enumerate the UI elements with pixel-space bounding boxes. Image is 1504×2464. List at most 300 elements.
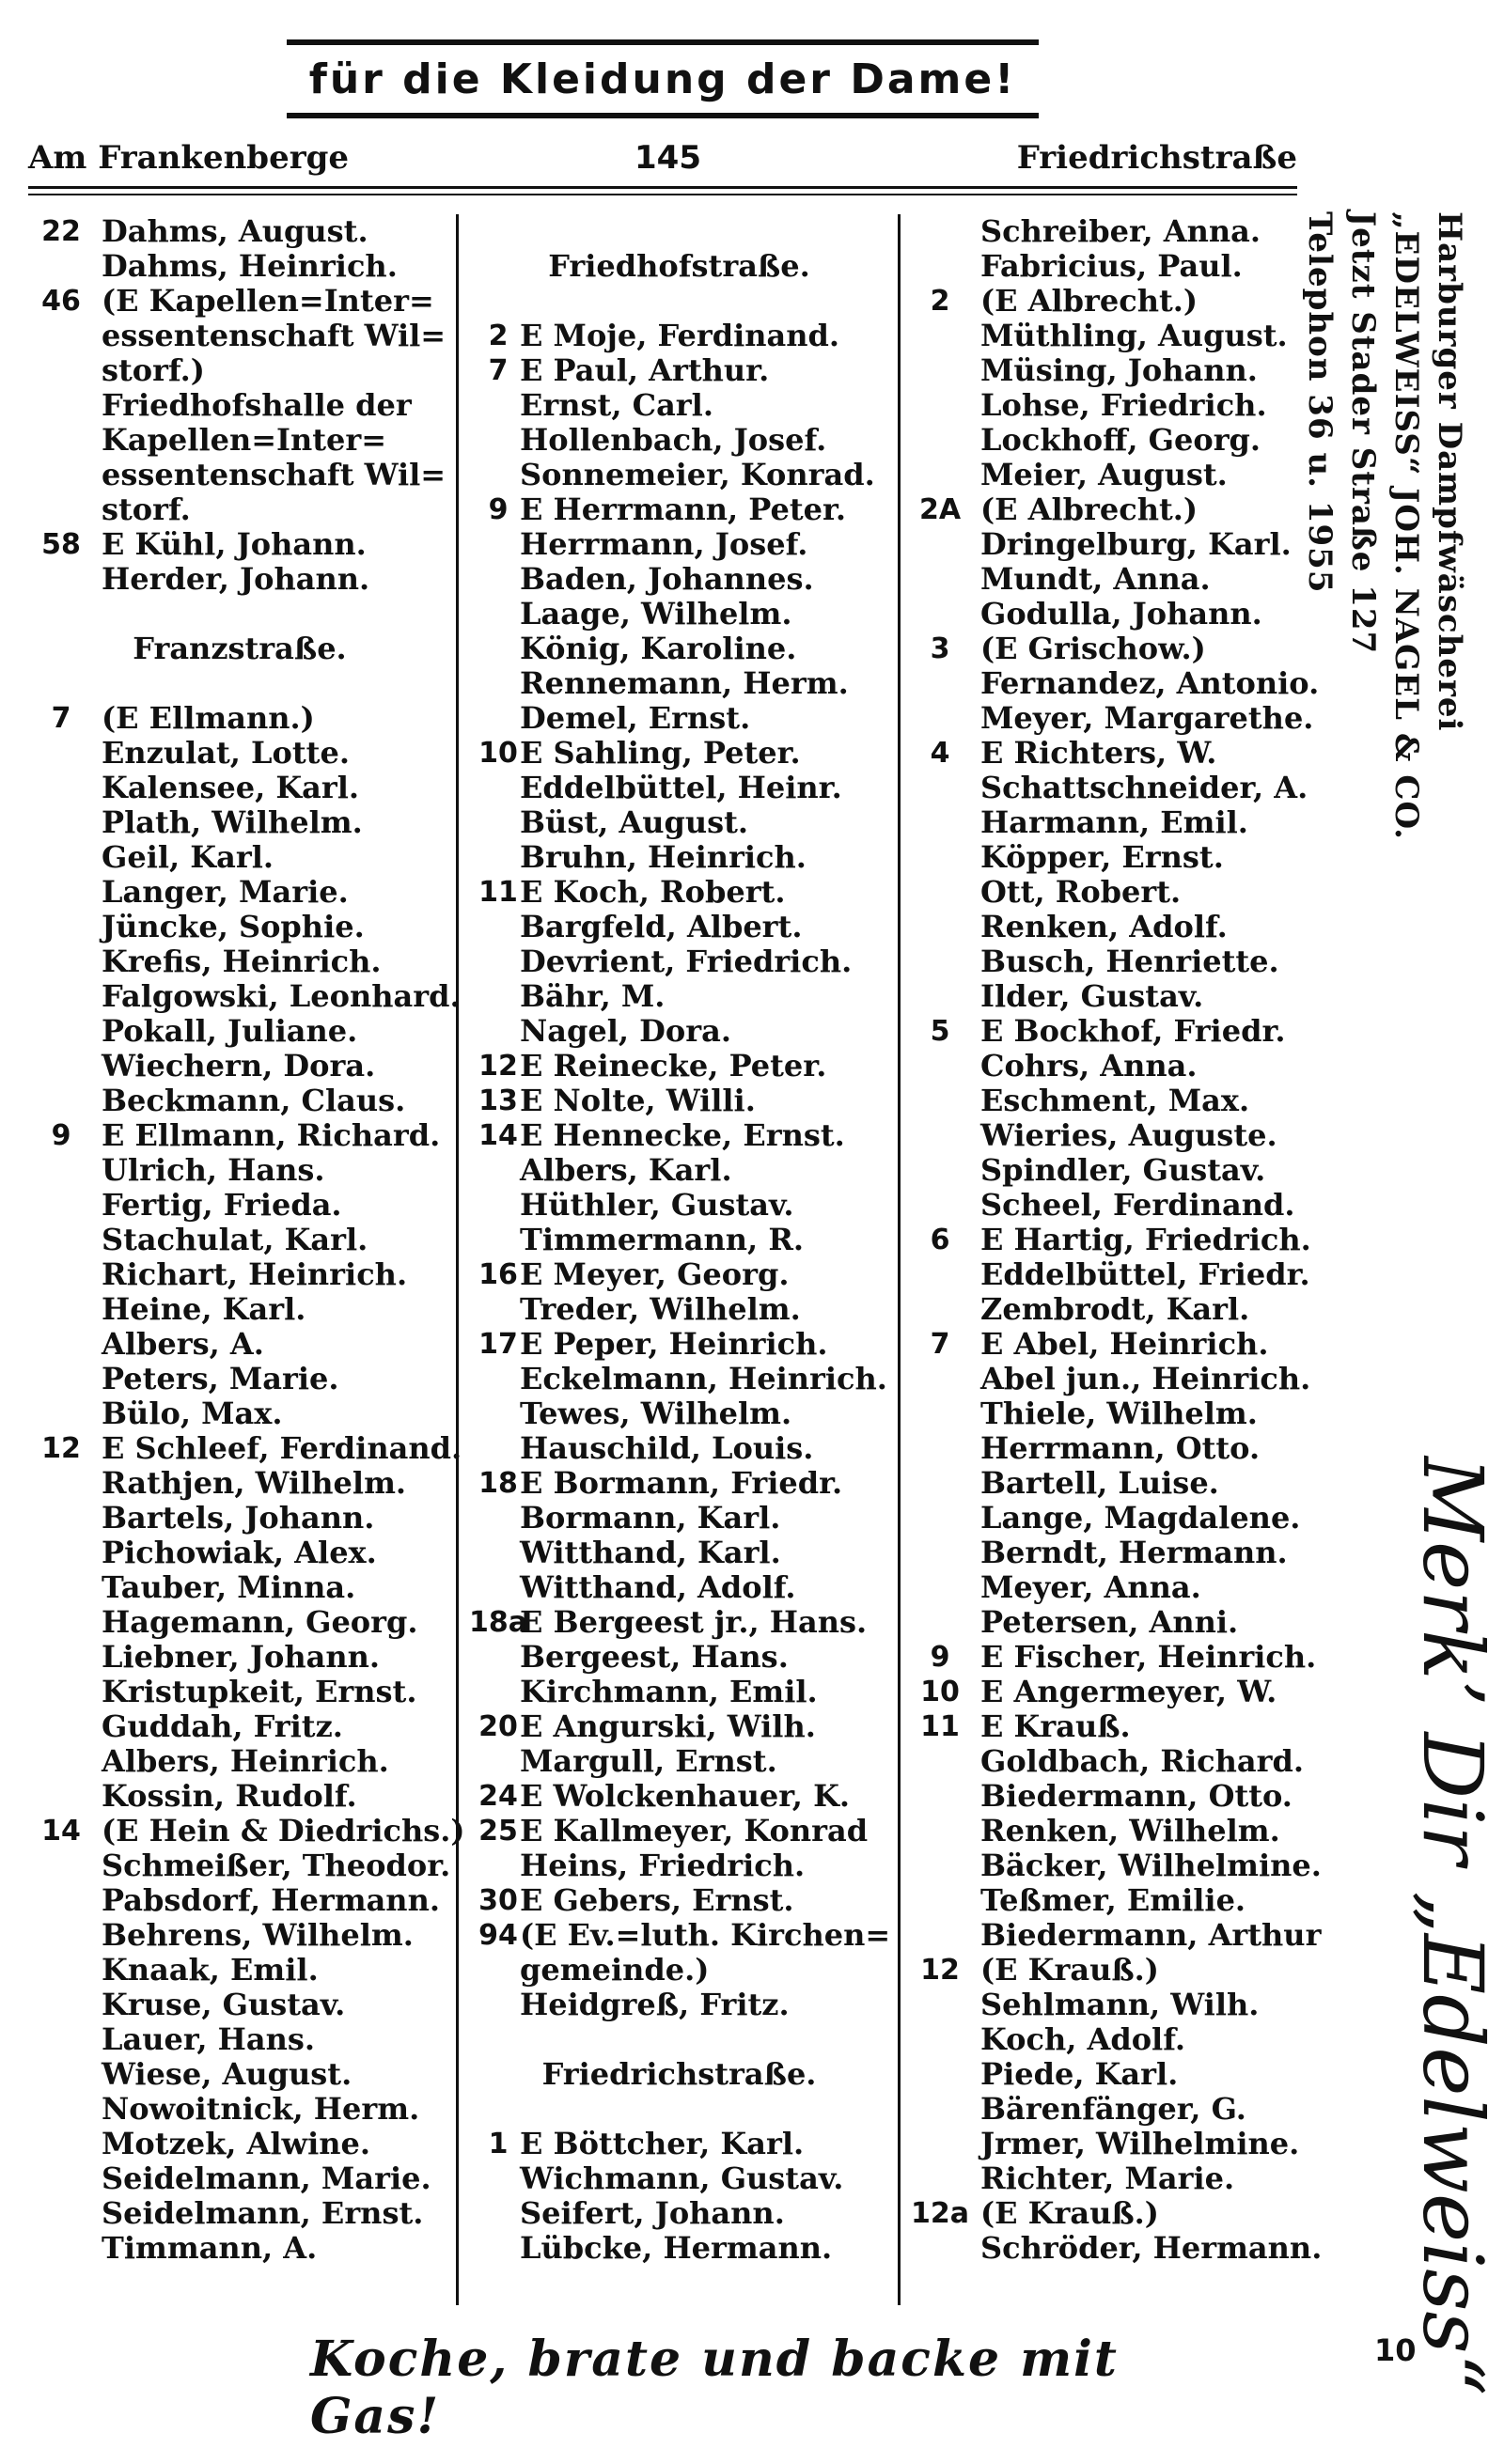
resident-name: Treder, Wilhelm. — [520, 1291, 801, 1327]
house-number: 94 — [478, 1919, 518, 1952]
directory-entry — [465, 492, 893, 527]
resident-name: Hauschild, Louis. — [520, 1430, 814, 1466]
resident-name: Pabsdorf, Hermann. — [102, 1882, 440, 1918]
resident-name: Behrens, Wilhelm. — [102, 1917, 414, 1953]
resident-name: Heine, Karl. — [102, 1291, 306, 1327]
resident-name: Jüncke, Sophie. — [102, 909, 365, 944]
directory-entry — [907, 1431, 1321, 1466]
directory-entry — [465, 1605, 893, 1640]
column-divider — [456, 214, 459, 2305]
house-number: 2 — [930, 285, 950, 318]
directory-entry — [907, 1362, 1321, 1396]
directory-entry — [465, 1501, 893, 1536]
directory-entry — [465, 666, 893, 701]
house-number: 58 — [41, 528, 81, 561]
directory-entry — [465, 1918, 893, 1953]
resident-name: Bartels, Johann. — [102, 1500, 375, 1536]
resident-name: Scheel, Ferdinand. — [980, 1187, 1295, 1223]
resident-name: Schröder, Hermann. — [980, 2230, 1323, 2266]
house-number: 2A — [918, 493, 962, 526]
directory-entry — [28, 2092, 451, 2127]
directory-entry — [28, 2057, 451, 2092]
directory-entry — [465, 979, 893, 1014]
resident-name: Eddelbüttel, Friedr. — [980, 1256, 1310, 1292]
directory-entry — [28, 1014, 451, 1049]
resident-name: Cohrs, Anna. — [980, 1048, 1198, 1084]
directory-entry — [28, 805, 451, 840]
directory-entry — [465, 875, 893, 910]
directory-entry — [907, 1536, 1321, 1570]
directory-entry — [465, 1188, 893, 1223]
directory-entry — [28, 1709, 451, 1744]
directory-entry — [907, 1640, 1321, 1675]
street-heading: Friedrichstraße. — [541, 2056, 817, 2092]
resident-name: Petersen, Anni. — [980, 1604, 1239, 1640]
resident-name: Kossin, Rudolf. — [102, 1778, 357, 1814]
directory-entry — [907, 736, 1321, 771]
directory-entry — [465, 1153, 893, 1188]
resident-name: Hollenbach, Josef. — [520, 422, 827, 458]
house-number: 9 — [930, 1641, 950, 1674]
directory-entry — [907, 1292, 1321, 1327]
directory-entry — [907, 1466, 1321, 1501]
directory-entry — [465, 1640, 893, 1675]
house-number: 3 — [930, 632, 950, 665]
directory-entry — [28, 1744, 451, 1779]
house-number: 6 — [930, 1224, 950, 1256]
directory-entry — [907, 597, 1321, 632]
directory-entry — [28, 1153, 451, 1188]
directory-entry — [465, 1431, 893, 1466]
resident-name: Langer, Marie. — [102, 874, 349, 910]
resident-name: (E Grischow.) — [980, 631, 1206, 666]
directory-entry — [465, 1744, 893, 1779]
directory-entry — [465, 1570, 893, 1605]
directory-entry — [28, 458, 451, 492]
directory-entry — [28, 2196, 451, 2231]
directory-entry — [907, 2022, 1321, 2057]
directory-entry — [907, 1501, 1321, 1536]
directory-entry — [907, 1988, 1321, 2022]
directory-entry — [28, 1536, 451, 1570]
resident-name: E Fischer, Heinrich. — [980, 1639, 1317, 1675]
resident-name: Bärenfänger, G. — [980, 2091, 1246, 2127]
resident-name: E Herrmann, Peter. — [520, 491, 847, 527]
resident-name: E Nolte, Willi. — [520, 1083, 756, 1118]
resident-name: Ilder, Gustav. — [980, 978, 1204, 1014]
resident-name: E Bockhof, Friedr. — [980, 1013, 1286, 1049]
resident-name: E Bergeest jr., Hans. — [520, 1604, 868, 1640]
directory-entry — [28, 1396, 451, 1431]
directory-entry — [465, 1779, 893, 1814]
resident-name: Teßmer, Emilie. — [980, 1882, 1246, 1918]
house-number: 7 — [930, 1328, 950, 1361]
directory-entry — [28, 1327, 451, 1362]
sidebar-line-3: Jetzt Stader Straße 127 — [1344, 211, 1382, 655]
directory-entry — [28, 736, 451, 771]
directory-entry — [907, 875, 1321, 910]
directory-entry — [907, 1084, 1321, 1118]
directory-entry — [465, 736, 893, 771]
directory-entry — [465, 1014, 893, 1049]
directory-entry — [465, 214, 893, 249]
house-number: 12 — [41, 1432, 81, 1465]
resident-name: Koch, Adolf. — [980, 2021, 1185, 2057]
directory-entry — [28, 2022, 451, 2057]
directory-entry — [465, 562, 893, 597]
resident-name: Mundt, Anna. — [980, 561, 1211, 597]
resident-name: Renken, Wilhelm. — [980, 1813, 1280, 1848]
directory-entry — [465, 1988, 893, 2022]
directory-entry — [465, 1292, 893, 1327]
directory-entry — [28, 214, 451, 249]
resident-name: Ott, Robert. — [980, 874, 1182, 910]
resident-name: Margull, Ernst. — [520, 1743, 777, 1779]
street-heading: Friedhofstraße. — [548, 248, 810, 284]
header-left-street: Am Frankenberge — [28, 139, 350, 177]
resident-name: Kristupkeit, Ernst. — [102, 1674, 417, 1709]
resident-name: Geil, Karl. — [102, 839, 274, 875]
resident-name: E Meyer, Georg. — [520, 1256, 790, 1292]
resident-name: Spindler, Gustav. — [980, 1152, 1266, 1188]
resident-name: (E Albrecht.) — [980, 491, 1198, 527]
directory-entry — [907, 1779, 1321, 1814]
resident-name: (E Krauß.) — [980, 1952, 1159, 1988]
directory-entry — [465, 2196, 893, 2231]
resident-name: Bruhn, Heinrich. — [520, 839, 807, 875]
house-number: 7 — [51, 702, 71, 735]
directory-entry — [907, 1153, 1321, 1188]
resident-name: Lübcke, Hermann. — [520, 2230, 833, 2266]
directory-entry — [465, 1709, 893, 1744]
sidebar-line-4: Telephon 36 u. 1955 — [1301, 211, 1339, 594]
directory-entry — [465, 1953, 893, 1988]
directory-entry — [28, 1049, 451, 1084]
house-number: 7 — [488, 354, 509, 387]
directory-entry — [28, 1988, 451, 2022]
directory-entry — [465, 2127, 893, 2161]
resident-name: Plath, Wilhelm. — [102, 804, 363, 840]
resident-name: Guddah, Fritz. — [102, 1708, 343, 1744]
resident-name: Busch, Henriette. — [980, 943, 1279, 979]
resident-name: Renken, Adolf. — [980, 909, 1228, 944]
house-number: 12 — [920, 1954, 960, 1987]
resident-name: Wiechern, Dora. — [102, 1048, 376, 1084]
resident-name: E Hennecke, Ernst. — [520, 1117, 845, 1153]
house-number: 22 — [41, 215, 81, 248]
resident-name: Godulla, Johann. — [980, 596, 1262, 632]
footer-advert: Koche, brate und backe mit Gas! — [310, 2331, 1119, 2445]
resident-name: Meier, August. — [980, 457, 1228, 492]
directory-entry — [907, 1396, 1321, 1431]
house-number: 20 — [478, 1710, 518, 1743]
directory-entry — [907, 1257, 1321, 1292]
house-number: 2 — [488, 320, 509, 352]
directory-entry — [907, 1049, 1321, 1084]
directory-entry — [465, 1814, 893, 1848]
resident-name: Timmann, A. — [102, 2230, 318, 2266]
directory-entry — [28, 1466, 451, 1501]
house-number: 18 — [478, 1467, 518, 1500]
sidebar-line-1: Harburger Dampfwäscherei — [1431, 211, 1468, 732]
directory-entry — [465, 1049, 893, 1084]
resident-name: Laage, Wilhelm. — [520, 596, 792, 632]
directory-entry — [907, 1570, 1321, 1605]
resident-name: Harmann, Emil. — [980, 804, 1248, 840]
resident-name: Wiese, August. — [102, 2056, 352, 2092]
directory-entry — [465, 2161, 893, 2196]
resident-name: E Angurski, Wilh. — [520, 1708, 816, 1744]
directory-entry — [907, 214, 1321, 249]
resident-name: Seidelmann, Ernst. — [102, 2195, 424, 2231]
resident-name: Bülo, Max. — [102, 1396, 283, 1431]
resident-name: Schmeißer, Theodor. — [102, 1848, 451, 1883]
directory-entry — [907, 562, 1321, 597]
resident-name: E Abel, Heinrich. — [980, 1326, 1269, 1362]
resident-name: Kirchmann, Emil. — [520, 1674, 818, 1709]
resident-name: Berndt, Hermann. — [980, 1535, 1288, 1570]
directory-entry — [907, 319, 1321, 353]
directory-entry — [907, 1953, 1321, 1988]
directory-entry — [465, 632, 893, 666]
directory-entry — [907, 1118, 1321, 1153]
resident-name: Fabricius, Paul. — [980, 248, 1243, 284]
resident-name: E Kühl, Johann. — [102, 526, 367, 562]
sidebar-slogan — [1358, 1457, 1501, 2396]
resident-name: E Peper, Heinrich. — [520, 1326, 828, 1362]
directory-entry — [28, 527, 451, 562]
resident-name: Eschment, Max. — [980, 1083, 1250, 1118]
header-rule — [28, 186, 1297, 189]
resident-name: (E Kapellen=Inter= — [102, 283, 434, 319]
directory-entry — [907, 1675, 1321, 1709]
house-number: 12 — [478, 1050, 518, 1083]
resident-name: Richart, Heinrich. — [102, 1256, 408, 1292]
directory-entry — [28, 492, 451, 527]
resident-name: Rennemann, Herm. — [520, 665, 849, 701]
house-number: 9 — [488, 493, 509, 526]
directory-entry — [465, 2231, 893, 2266]
resident-name: E Schleef, Ferdinand. — [102, 1430, 462, 1466]
house-number: 4 — [930, 737, 950, 770]
resident-name: E Sahling, Peter. — [520, 735, 801, 771]
directory-entry — [907, 2127, 1321, 2161]
directory-entry — [465, 1223, 893, 1257]
directory-entry — [465, 353, 893, 388]
resident-name: Müthling, August. — [980, 318, 1288, 353]
resident-name: Sehlmann, Wilh. — [980, 1987, 1260, 2022]
house-number: 16 — [478, 1258, 518, 1291]
house-number: 11 — [478, 876, 518, 909]
directory-entry — [465, 527, 893, 562]
resident-name: Bargfeld, Albert. — [520, 909, 803, 944]
directory-entry — [465, 1327, 893, 1362]
resident-name: (E Hein & Diedrichs.) — [102, 1813, 465, 1848]
directory-entry — [907, 840, 1321, 875]
resident-name: Bergeest, Hans. — [520, 1639, 789, 1675]
directory-entry — [28, 353, 451, 388]
directory-entry — [907, 2161, 1321, 2196]
resident-name: Tauber, Minna. — [102, 1569, 356, 1605]
house-number: 46 — [41, 285, 81, 318]
directory-entry — [28, 978, 461, 1014]
directory-entry — [28, 1257, 451, 1292]
directory-entry — [28, 597, 451, 632]
resident-name: Baden, Johannes. — [520, 561, 814, 597]
resident-name: E Reinecke, Peter. — [520, 1048, 827, 1084]
resident-name: Hüthler, Gustav. — [520, 1187, 794, 1223]
resident-name: Hagemann, Georg. — [102, 1604, 418, 1640]
directory-entry — [907, 1223, 1321, 1257]
directory-entry — [28, 388, 451, 423]
resident-name: (E Albrecht.) — [980, 283, 1198, 319]
directory-entry — [28, 1430, 462, 1466]
resident-name: Müsing, Johann. — [980, 352, 1258, 388]
resident-name: Meyer, Anna. — [980, 1569, 1201, 1605]
resident-name: Albers, Karl. — [520, 1152, 732, 1188]
directory-entry — [907, 632, 1321, 666]
directory-entry — [28, 1362, 451, 1396]
directory-entry — [28, 771, 451, 805]
resident-name: essentenschaft Wil= — [102, 318, 446, 353]
directory-entry — [28, 1084, 451, 1118]
resident-name: E Gebers, Ernst. — [520, 1882, 794, 1918]
resident-name: Jrmer, Wilhelmine. — [980, 2126, 1300, 2161]
resident-name: Büst, August. — [520, 804, 749, 840]
directory-entry — [465, 597, 893, 632]
column-3 — [907, 214, 1321, 2266]
directory-entry — [465, 771, 893, 805]
house-number: 10 — [920, 1676, 960, 1708]
directory-entry — [465, 388, 893, 423]
directory-entry — [28, 1813, 465, 1848]
resident-name: Tewes, Wilhelm. — [520, 1396, 792, 1431]
banner-text: für die Kleidung der Dame! — [308, 55, 1017, 103]
resident-name: Beckmann, Claus. — [102, 1083, 406, 1118]
directory-entry — [907, 2196, 1321, 2231]
directory-entry — [465, 1396, 893, 1431]
resident-name: E Wolckenhauer, K. — [520, 1778, 851, 1814]
resident-name: Kalensee, Karl. — [102, 770, 360, 805]
resident-name: Nagel, Dora. — [520, 1013, 731, 1049]
directory-entry — [28, 1605, 451, 1640]
directory-entry — [28, 2127, 451, 2161]
house-number: 17 — [478, 1328, 518, 1361]
column-divider — [898, 214, 901, 2305]
directory-entry — [28, 1918, 451, 1953]
directory-entry — [28, 284, 451, 319]
directory-entry — [465, 2022, 893, 2057]
resident-name: Goldbach, Richard. — [980, 1743, 1304, 1779]
house-number: 12a — [911, 2197, 969, 2230]
resident-name: Lange, Magdalene. — [980, 1500, 1301, 1536]
house-number: 11 — [920, 1710, 960, 1743]
header-rule-thin — [28, 194, 1297, 195]
slogan-text: Merk’ Dir „Edelweiss“ — [1404, 1457, 1501, 2396]
directory-entry — [28, 1188, 451, 1223]
resident-name: Lockhoff, Georg. — [980, 422, 1261, 458]
resident-name: Nowoitnick, Herm. — [102, 2091, 420, 2127]
directory-entry — [28, 944, 451, 979]
directory-entry — [465, 1466, 893, 1501]
directory-entry — [907, 249, 1321, 284]
resident-name: Sonnemeier, Konrad. — [520, 457, 875, 492]
page-number: 145 — [634, 139, 701, 177]
resident-name: (E Ev.=luth. Kirchen= — [520, 1917, 891, 1953]
resident-name: (E Krauß.) — [980, 2195, 1159, 2231]
header-right-street: Friedrichstraße — [1016, 139, 1297, 177]
resident-name: gemeinde.) — [520, 1952, 710, 1988]
directory-entry — [465, 1848, 893, 1883]
banner-ad — [287, 39, 1039, 118]
resident-name: Knaak, Emil. — [102, 1952, 319, 1988]
resident-name: Herder, Johann. — [102, 561, 370, 597]
house-number: 14 — [478, 1119, 518, 1152]
resident-name: Bähr, M. — [520, 978, 666, 1014]
directory-entry — [28, 2231, 451, 2266]
directory-entry — [907, 1814, 1321, 1848]
directory-entry — [28, 840, 451, 875]
house-number: 14 — [41, 1815, 81, 1848]
resident-name: E Koch, Robert. — [520, 874, 786, 910]
directory-entry — [907, 2231, 1321, 2266]
resident-name: Motzek, Alwine. — [102, 2126, 370, 2161]
house-number: 9 — [51, 1119, 71, 1152]
directory-entry — [28, 319, 451, 353]
resident-name: Stachulat, Karl. — [102, 1222, 368, 1257]
directory-entry — [907, 805, 1321, 840]
directory-entry — [465, 1257, 893, 1292]
resident-name: Seifert, Johann. — [520, 2195, 785, 2231]
directory-entry — [907, 458, 1321, 492]
resident-name: Fertig, Frieda. — [102, 1187, 342, 1223]
directory-entry — [28, 910, 451, 944]
resident-name: Witthand, Karl. — [520, 1535, 781, 1570]
directory-entry — [907, 910, 1321, 944]
directory-entry — [28, 1848, 451, 1883]
directory-entry — [28, 1640, 451, 1675]
directory-entry — [28, 666, 451, 701]
resident-name: Eddelbüttel, Heinr. — [520, 770, 842, 805]
directory-entry — [28, 1570, 451, 1605]
directory-entry — [465, 1118, 893, 1153]
directory-entry — [907, 771, 1321, 805]
directory-entry — [907, 1327, 1321, 1362]
directory-entry — [465, 2092, 893, 2127]
resident-name: Friedhofshalle der — [102, 387, 412, 423]
directory-entry — [465, 423, 893, 458]
directory-entry — [907, 284, 1321, 319]
resident-name: Witthand, Adolf. — [520, 1569, 796, 1605]
directory-entry — [907, 1605, 1321, 1640]
resident-name: E Angermeyer, W. — [980, 1674, 1277, 1709]
directory-entry — [28, 1779, 451, 1814]
resident-name: Biedermann, Otto. — [980, 1778, 1292, 1814]
directory-entry — [465, 458, 893, 492]
resident-name: Seidelmann, Marie. — [102, 2160, 431, 2196]
corner-number: 10 — [1374, 2332, 1417, 2368]
sidebar-line-2: „EDELWEISS“ JOH. NAGEL & CO. — [1387, 211, 1425, 840]
directory-entry — [465, 1883, 893, 1918]
directory-entry — [465, 701, 893, 736]
resident-name: storf. — [102, 491, 191, 527]
house-number: 5 — [930, 1015, 950, 1048]
resident-name: E Paul, Arthur. — [520, 352, 770, 388]
resident-name: Liebner, Johann. — [102, 1639, 380, 1675]
resident-name: Heins, Friedrich. — [520, 1848, 806, 1883]
resident-name: Richter, Marie. — [980, 2160, 1235, 2196]
house-number: 25 — [478, 1815, 518, 1848]
